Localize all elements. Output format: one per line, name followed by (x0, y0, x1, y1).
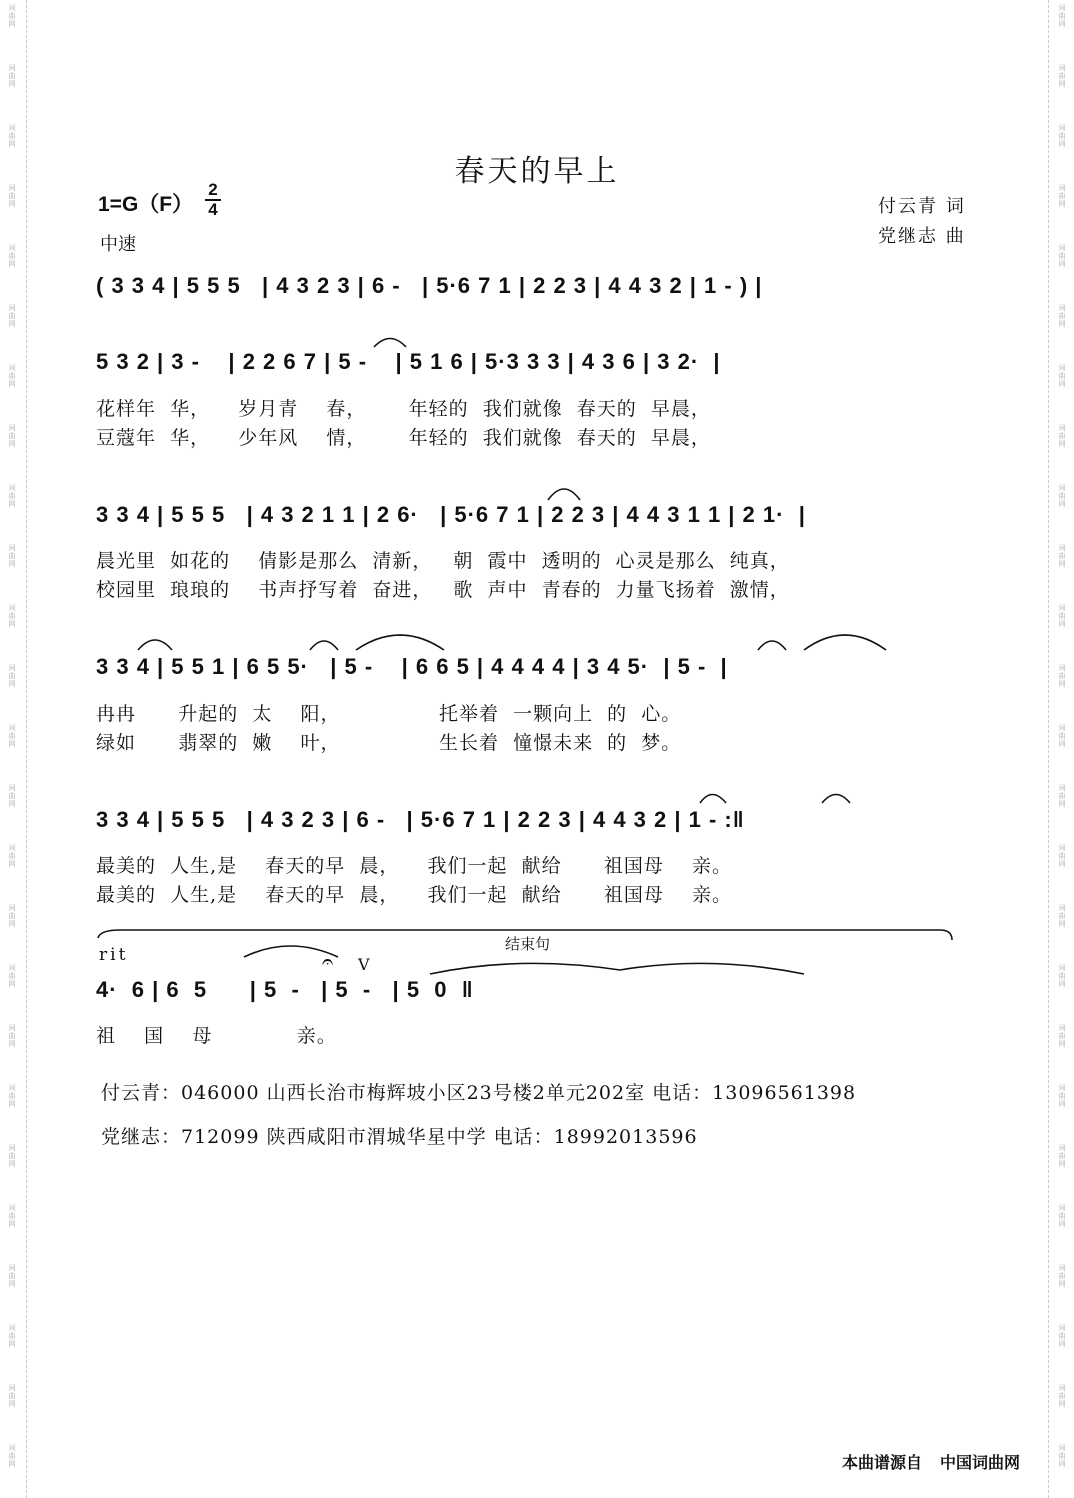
slur-arc (374, 339, 406, 348)
watermark-text: 词 曲 网 (8, 1444, 16, 1468)
time-signature: 2 4 (205, 181, 221, 219)
watermark-text: 词 曲 网 (1058, 1384, 1066, 1408)
notation-line-6: 4· 6 | 6 5 | 5 - | 5 - | 5 0 ‖ (96, 977, 474, 1002)
watermark-text: 词 曲 网 (1058, 664, 1066, 688)
notation-line-3: 3 3 4 | 5 5 5 | 4 3 2 1 1 | 2 6· | 5·6 7 1 | 2 2 3 | 4 4 3 1 1 | 2 1· | (96, 502, 806, 527)
watermark-text: 词 曲 网 (1058, 244, 1066, 268)
footer-contact-lyricist: 付云青：046000 山西长治市梅辉坡小区23号楼2单元202室 电话：13096561398 (101, 1082, 857, 1104)
watermark-text: 词 曲 网 (1058, 364, 1066, 388)
slur-arc (548, 489, 580, 500)
watermark-text: 词 曲 网 (8, 604, 16, 628)
watermark-text: 词 曲 网 (1058, 844, 1066, 868)
watermark-text: 词 曲 网 (1058, 64, 1066, 88)
tie-arc (430, 963, 804, 974)
tempo-marking: 中速 (100, 234, 136, 255)
watermark-text: 词 曲 网 (1058, 1324, 1066, 1348)
slur-arc (804, 635, 886, 650)
slur-arc (700, 795, 726, 804)
watermark-text: 词 曲 网 (8, 64, 16, 88)
watermark-text: 词 曲 网 (8, 184, 16, 208)
watermark-text: 词 曲 网 (1058, 1264, 1066, 1288)
watermark-text: 词 曲 网 (1058, 904, 1066, 928)
watermark-text: 词 曲 网 (1058, 124, 1066, 148)
watermark-text: 词 曲 网 (8, 724, 16, 748)
watermark-text: 词 曲 网 (8, 1264, 16, 1288)
source-attribution: 本曲谱源自 中国词曲网 (842, 1453, 1021, 1472)
lyrics-line-5-verse-1: 最美的 人生,是 春天的早 晨， 我们一起 献给 祖国母 亲。 (96, 855, 732, 877)
lyricist-credit: 付云青 词 (878, 196, 966, 217)
watermark-text: 词 曲 网 (1058, 964, 1066, 988)
slur-arc (244, 946, 338, 957)
key-signature: 1=G（F） (98, 193, 194, 216)
watermark-text: 词 曲 网 (1058, 424, 1066, 448)
fermata-icon: 𝄐 (322, 949, 334, 973)
notation-line-2: 5 3 2 | 3 - | 2 2 6 7 | 5 - | 5 1 6 | 5·3 3 3 | 4 3 6 | 3 2· | (96, 349, 721, 374)
slur-arc (138, 640, 172, 650)
ritardando-marking: rit (99, 945, 129, 965)
watermark-text: 词 曲 网 (8, 1384, 16, 1408)
source-site-link[interactable]: 中国词曲网 (940, 1453, 1021, 1472)
watermark-text: 词 曲 网 (1058, 1084, 1066, 1108)
watermark-text: 词 曲 网 (8, 1084, 16, 1108)
lyrics-line-3-verse-2: 校园里 琅琅的 书声抒写着 奋进， 歌 声中 青春的 力量飞扬着 激情， (96, 579, 790, 601)
lyrics-line-5-verse-2: 最美的 人生,是 春天的早 晨， 我们一起 献给 祖国母 亲。 (96, 884, 732, 906)
watermark-text: 词 曲 网 (8, 904, 16, 928)
footer-contact-composer: 党继志：712099 陕西咸阳市渭城华星中学 电话：18992013596 (101, 1126, 698, 1148)
watermark-text: 词 曲 网 (1058, 724, 1066, 748)
watermark-text: 词 曲 网 (1058, 4, 1066, 28)
watermark-text: 词 曲 网 (8, 244, 16, 268)
watermark-text: 词 曲 网 (8, 304, 16, 328)
watermark-text: 词 曲 网 (1058, 1144, 1066, 1168)
breath-mark: V (358, 955, 370, 974)
watermark-text: 词 曲 网 (1058, 784, 1066, 808)
watermark-text: 词 曲 网 (8, 124, 16, 148)
notation-line-5: 3 3 4 | 5 5 5 | 4 3 2 3 | 6 - | 5·6 7 1 | 2 2 3 | 4 4 3 2 | 1 - :‖ (96, 807, 745, 832)
watermark-text: 词 曲 网 (8, 1204, 16, 1228)
composer-credit: 党继志 曲 (878, 226, 966, 247)
lyrics-line-2-verse-1: 花样年 华， 岁月青 春， 年轻的 我们就像 春天的 早晨， (96, 398, 711, 420)
lyrics-line-4-verse-1: 冉冉 升起的 太 阳， 托举着 一颗向上 的 心。 (96, 703, 682, 725)
rit-bracket (98, 930, 952, 940)
watermark-text: 词 曲 网 (8, 844, 16, 868)
watermark-text: 词 曲 网 (1058, 304, 1066, 328)
watermark-text: 词 曲 网 (1058, 184, 1066, 208)
watermark-text: 词 曲 网 (1058, 484, 1066, 508)
watermark-text: 词 曲 网 (8, 1024, 16, 1048)
watermark-text: 词 曲 网 (8, 784, 16, 808)
watermark-text: 词 曲 网 (8, 1144, 16, 1168)
slur-arc (822, 795, 850, 804)
song-title: 春天的早上 (454, 154, 620, 189)
slur-arc (356, 635, 444, 650)
lyrics-line-4-verse-2: 绿如 翡翠的 嫩 叶， 生长着 憧憬未来 的 梦。 (96, 732, 682, 754)
watermark-text: 词 曲 网 (8, 4, 16, 28)
watermark-text: 词 曲 网 (1058, 604, 1066, 628)
watermark-text: 词 曲 网 (8, 1324, 16, 1348)
watermark-text: 词 曲 网 (8, 424, 16, 448)
watermark-text: 词 曲 网 (8, 664, 16, 688)
watermark-text: 词 曲 网 (1058, 544, 1066, 568)
lyrics-line-2-verse-2: 豆蔻年 华， 少年风 情， 年轻的 我们就像 春天的 早晨， (96, 427, 711, 449)
watermark-text: 词 曲 网 (8, 964, 16, 988)
notation-line-1: ( 3 3 4 | 5 5 5 | 4 3 2 3 | 6 - | 5·6 7 1 | 2 2 3 | 4 4 3 2 | 1 - ) | (96, 273, 763, 298)
notation-line-4: 3 3 4 | 5 5 1 | 6 5 5· | 5 - | 6 6 5 | 4 4 4 4 | 3 4 5· | 5 - | (96, 654, 728, 679)
watermark-text: 词 曲 网 (1058, 1024, 1066, 1048)
watermark-text: 词 曲 网 (1058, 1204, 1066, 1228)
watermark-text: 词 曲 网 (1058, 1444, 1066, 1468)
lyrics-line-3-verse-1: 晨光里 如花的 倩影是那么 清新， 朝 霞中 透明的 心灵是那么 纯真， (96, 550, 790, 572)
lyrics-line-6: 祖 国 母 亲。 (96, 1025, 337, 1047)
watermark-text: 词 曲 网 (8, 364, 16, 388)
slur-arc (310, 641, 338, 650)
watermark-text: 词 曲 网 (8, 544, 16, 568)
watermark-text: 词 曲 网 (8, 484, 16, 508)
ending-label: 结束句 (505, 935, 551, 953)
slur-arc (758, 641, 786, 650)
